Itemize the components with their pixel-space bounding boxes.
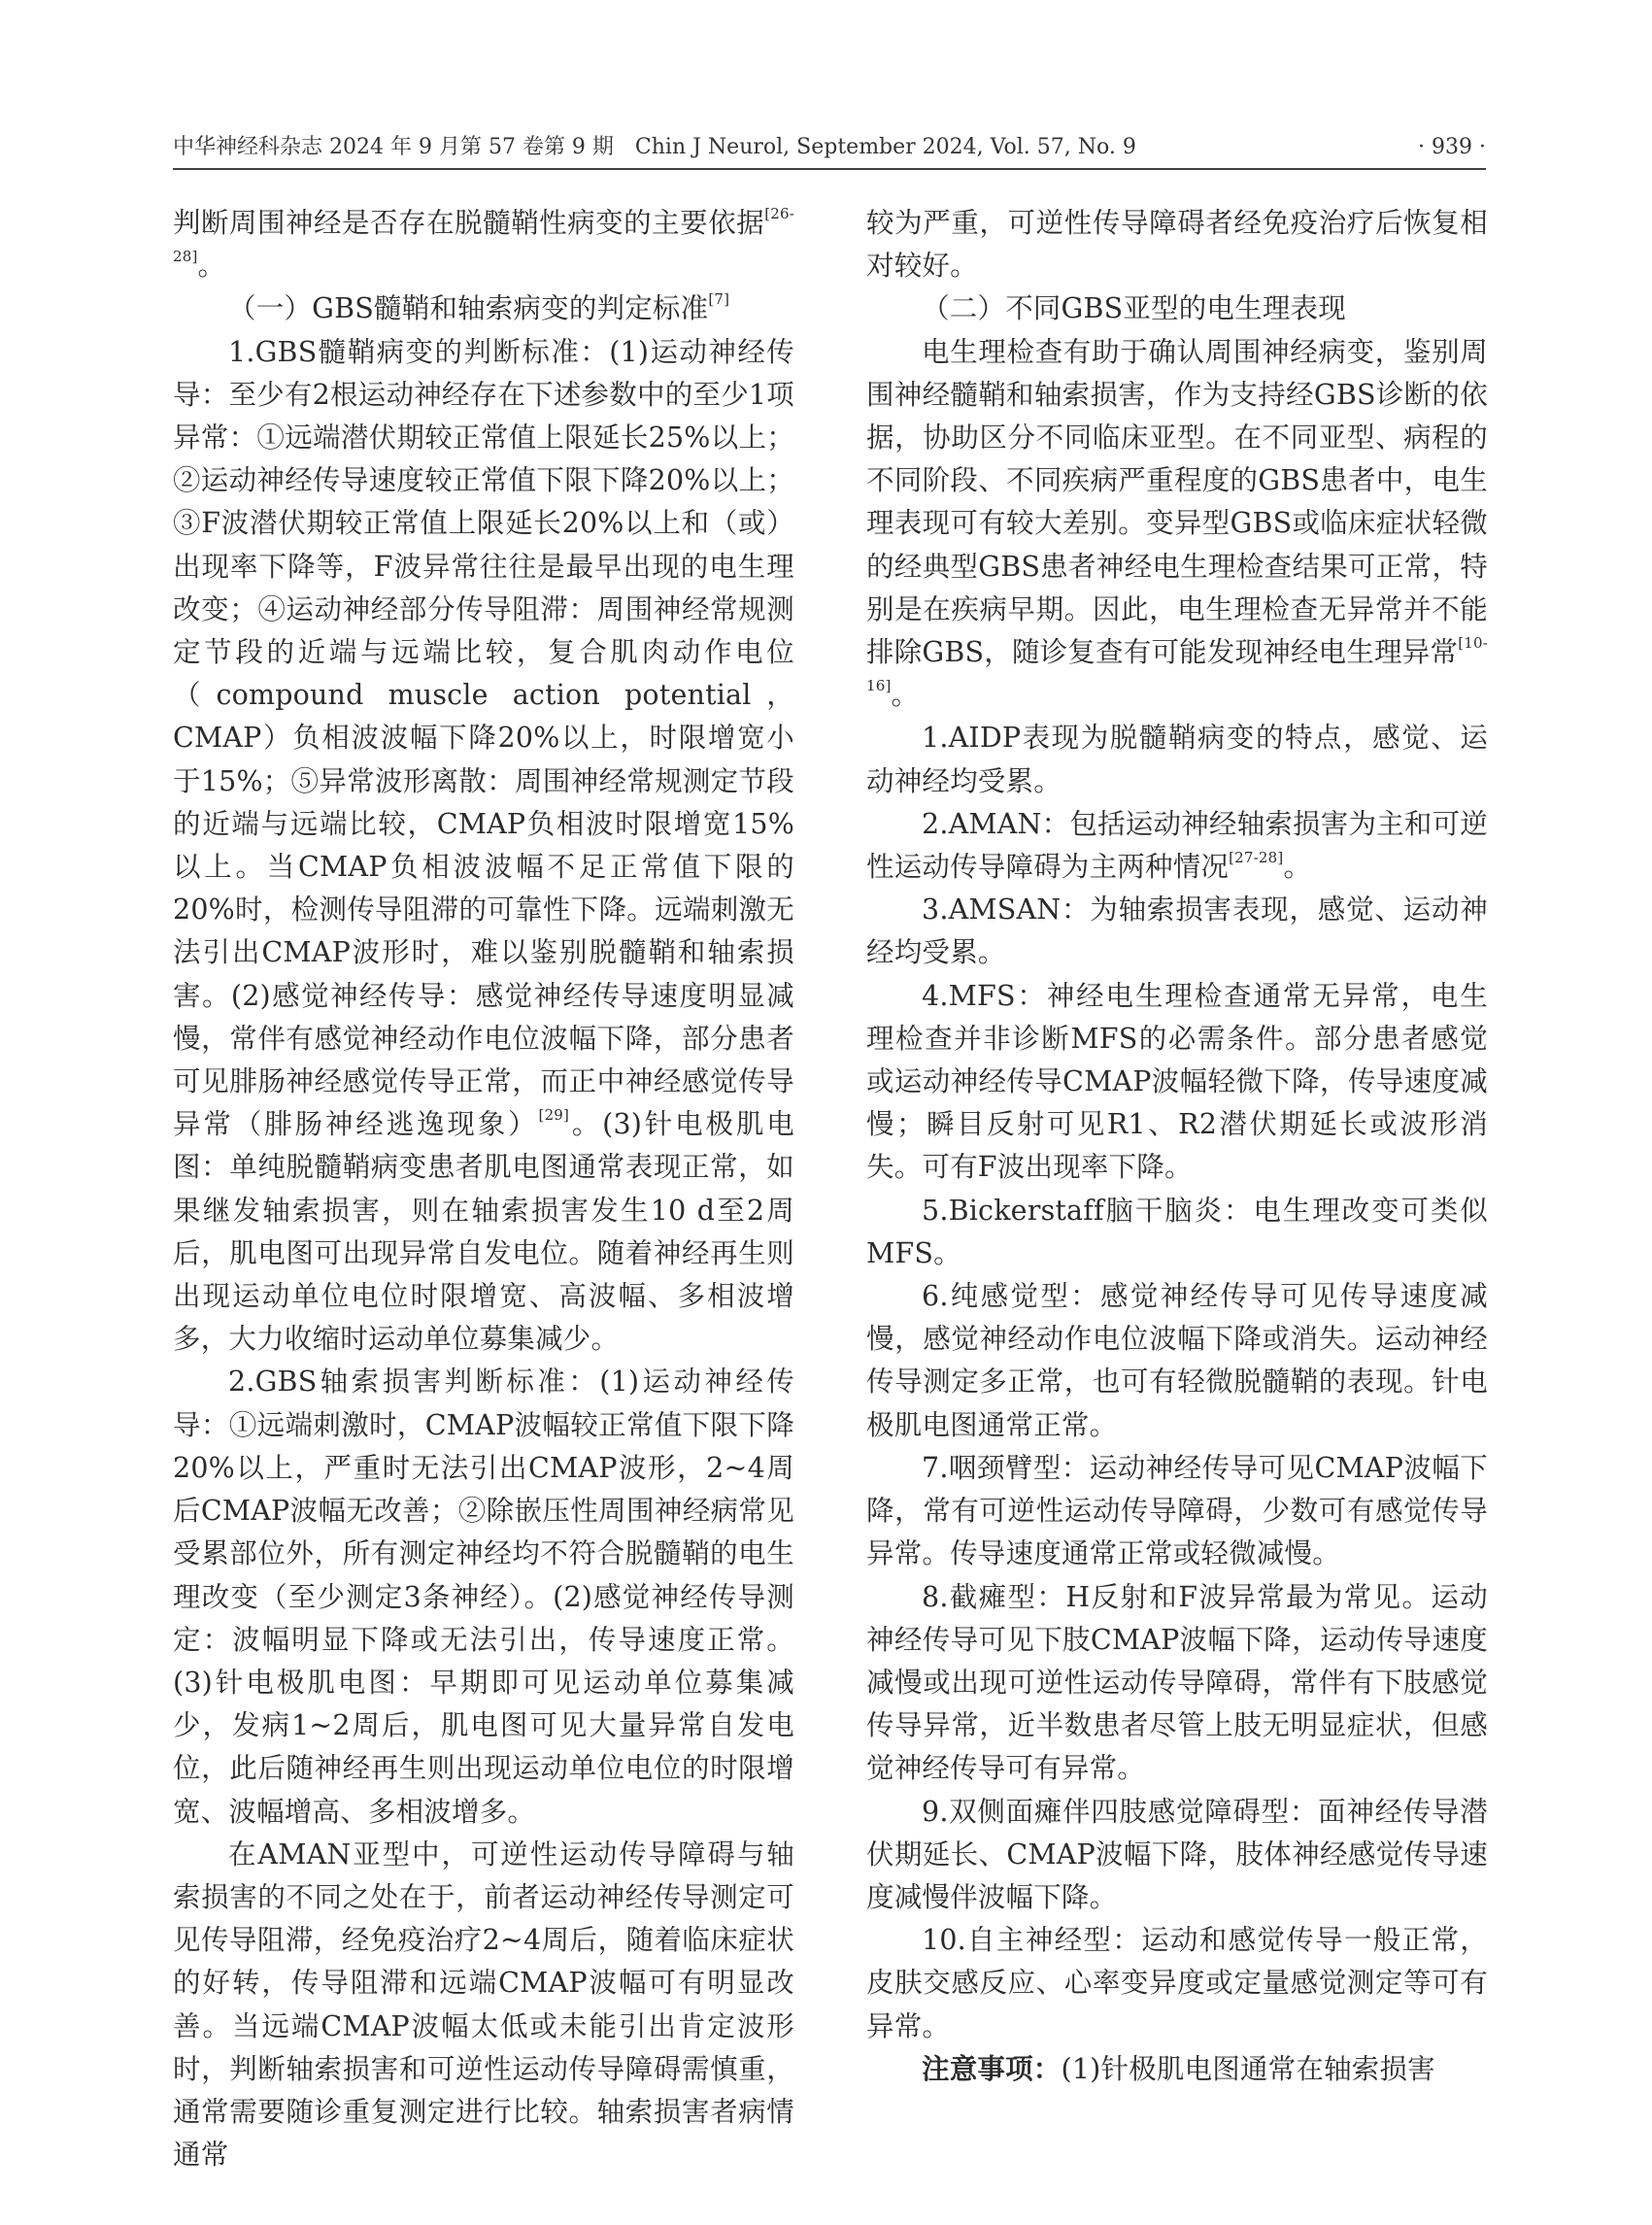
- paragraph: 较为严重，可逆性传导障碍者经免疫治疗后恢复相对较好。: [866, 207, 1488, 283]
- paragraph: 6.纯感觉型：感觉神经传导可见传导速度减慢，感觉神经动作电位波幅下降或消失。运动神经传导测定多正常，也可有轻微脱髓鞘的表现。针电极肌电图通常正常。: [866, 1280, 1488, 1441]
- paragraph: 3.AMSAN：为轴索损害表现，感觉、运动神经均受累。: [866, 893, 1488, 969]
- citation-ref: [27-28]: [1229, 849, 1284, 867]
- paragraph: 7.咽颈臂型：运动神经传导可见CMAP波幅下降，常有可逆性运动传导障碍，少数可有感觉传导异常。传导速度通常正常或轻微减慢。: [866, 1451, 1488, 1570]
- section-heading: （一）GBS髓鞘和轴索病变的判定标准[7]: [228, 290, 730, 325]
- paragraph: 1.GBS髓鞘病变的判断标准：(1)运动神经传导：至少有2根运动神经存在下述参数中的至少1项异常：①远端潜伏期较正常值上限延长25%以上；②运动神经传导速度较正常值下限下降20%以上；③F波潜伏期较正常值上限延长20%以上和（或）出现率下降等，F波异常往往是最早出现的电生理改变；④运动神经部分传导阻滞：周围神经常规测定节段的近端与远端比较，复合肌肉动作电位（compound muscle action potential，CMAP）负相波波幅下降20%以上，时限增宽小于15%；⑤异常波形离散：周围神经常规测定节段的近端与远端比较，CMAP负相波时限增宽15%以上。当CMAP负相波波幅不足正常值下限的20%时，检测传导阻滞的可靠性下降。远端刺激无法引出CMAP波形时，难以鉴别脱髓鞘和轴索损害。(2)感觉神经传导：感觉神经传导速度明显减慢，常伴有感觉神经动作电位波幅下降，部分患者可见腓肠神经感觉传导正常，而正中神经感觉传导异常（腓肠神经逃逸现象）[29]。(3)针电极肌电图：单纯脱髓鞘病变患者肌电图通常表现正常，如果继发轴索损害，则在轴索损害发生10 d至2周后，肌电图可出现异常自发电位。随着神经再生则出现运动单位电位时限增宽、高波幅、多相波增多，大力收缩时运动单位募集减少。: [173, 335, 795, 1356]
- paragraph: 5.Bickerstaff脑干脑炎：电生理改变可类似MFS。: [866, 1194, 1488, 1269]
- citation-ref: [7]: [708, 290, 730, 309]
- left-column: [173, 202, 794, 2176]
- running-header: [173, 128, 1486, 167]
- paragraph: 在AMAN亚型中，可逆性运动传导障碍与轴索损害的不同之处在于，前者运动神经传导测定可见传导阻滞，经免疫治疗2~4周后，随着临床症状的好转，传导阻滞和远端CMAP波幅可有明显改善。当远端CMAP波幅太低或未能引出肯定波形时，判断轴索损害和可逆性运动传导障碍需慎重，通常需要随诊重复测定进行比较。轴索损害者病情通常: [173, 1837, 794, 2172]
- paragraph: 注意事项：(1)针极肌电图通常在轴索损害: [922, 2052, 1435, 2085]
- paragraph: 判断周围神经是否存在脱髓鞘性病变的主要依据[26-28]。: [173, 205, 794, 283]
- paragraph: 1.AIDP表现为脱髓鞘病变的特点，感觉、运动神经均受累。: [866, 722, 1488, 797]
- paragraph: 9.双侧面瘫伴四肢感觉障碍型：面神经传导潜伏期延长、CMAP波幅下降，肢体神经感觉传导速度减慢伴波幅下降。: [866, 1795, 1488, 1913]
- notice-label: 注意事项：: [922, 2052, 1062, 2085]
- paragraph: 8.截瘫型：H反射和F波异常最为常见。运动神经传导可见下肢CMAP波幅下降，运动传导速度减慢或出现可逆性运动传导障碍，常伴有下肢感觉传导异常，近半数患者尽管上肢无明显症状，但感觉神经传导可有异常。: [866, 1580, 1488, 1785]
- paragraph: 4.MFS：神经电生理检查通常无异常，电生理检查并非诊断MFS的必需条件。部分患者感觉或运动神经传导CMAP波幅轻微下降，传导速度减慢；瞬目反射可见R1、R2潜伏期延长或波形消失。可有F波出现率下降。: [866, 979, 1488, 1184]
- section-heading: （二）不同GBS亚型的电生理表现: [922, 292, 1346, 325]
- paragraph: 10.自主神经型：运动和感觉传导一般正常，皮肤交感反应、心率变异度或定量感觉测定等可有异常。: [866, 1924, 1488, 2042]
- journal-citation: 中华神经科杂志 2024 年 9 月第 57 卷第 9 期 Chin J Neurol, September 2024, Vol. 57, No. 9: [173, 135, 1136, 159]
- citation-ref: [10-16]: [866, 634, 1488, 695]
- citation-ref: [26-28]: [173, 205, 794, 266]
- header-rule: [173, 168, 1486, 170]
- paragraph: 电生理检查有助于确认周围神经病变，鉴别周围神经髓鞘和轴索损害，作为支持经GBS诊断的依据，协助区分不同临床亚型。在不同亚型、病程的不同阶段、不同疾病严重程度的GBS患者中，电生理表现可有较大差别。变异型GBS或临床症状轻微的经典型GBS患者神经电生理检查结果可正常，特别是在疾病早期。因此，电生理检查无异常并不能排除GBS，随诊复查有可能发现神经电生理异常[10-16]。: [866, 335, 1488, 712]
- right-column: [866, 202, 1488, 2091]
- page-number: · 939 ·: [1418, 135, 1486, 159]
- paragraph: 2.GBS轴索损害判断标准：(1)运动神经传导：①远端刺激时，CMAP波幅较正常值下限下降20%以上，严重时无法引出CMAP波形，2~4周后CMAP波幅无改善；②除嵌压性周围神经病常见受累部位外，所有测定神经均不符合脱髓鞘的电生理改变（至少测定3条神经）。(2)感觉神经传导测定：波幅明显下降或无法引出，传导速度正常。(3)针电极肌电图：早期即可见运动单位募集减少，发病1~2周后，肌电图可见大量异常自发电位，此后随神经再生则出现运动单位电位的时限增宽、波幅增高、多相波增多。: [173, 1365, 794, 1828]
- citation-ref: [29]: [538, 1106, 570, 1125]
- paragraph: 2.AMAN：包括运动神经轴索损害为主和可逆性运动传导障碍为主两种情况[27-28]。: [866, 807, 1488, 884]
